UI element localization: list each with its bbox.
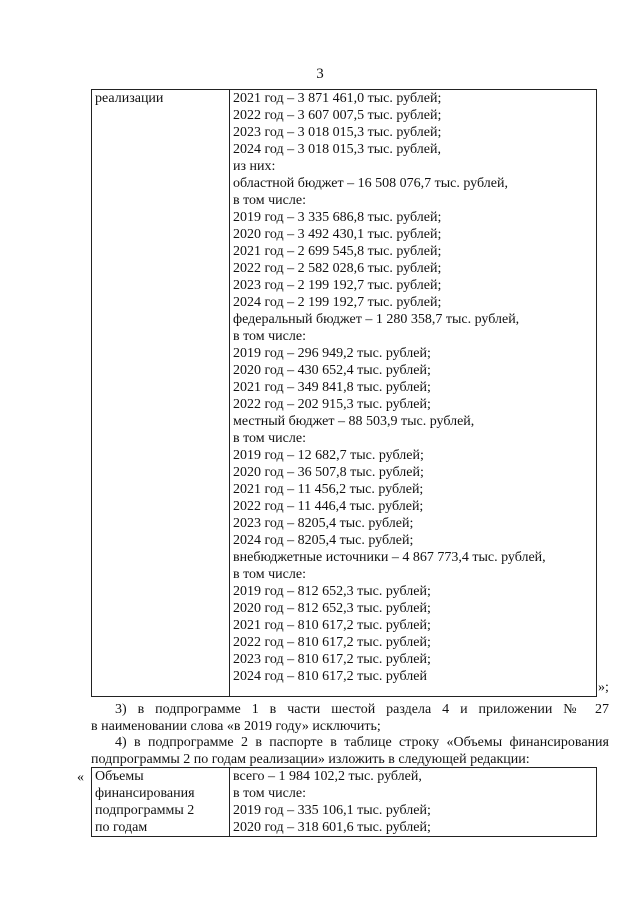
table-label-cell	[92, 768, 230, 837]
label-line: по годам	[95, 820, 148, 835]
value-line: 2022 год – 3 607 007,5 тыс. рублей;	[233, 108, 442, 123]
value-line: 2023 год – 8205,4 тыс. рублей;	[233, 516, 414, 531]
value-line: местный бюджет – 88 503,9 тыс. рублей,	[233, 414, 475, 429]
value-line: 2020 год – 36 507,8 тыс. рублей;	[233, 465, 424, 480]
value-line: 2020 год – 430 652,4 тыс. рублей;	[233, 363, 431, 378]
value-line: 2021 год – 349 841,8 тыс. рублей;	[233, 380, 431, 395]
label-line: Объемы	[95, 769, 144, 784]
table-row	[92, 90, 597, 697]
value-line: в том числе:	[233, 567, 306, 582]
paragraph-3-line-2: в наименовании слова «в 2019 году» исключить;	[91, 719, 381, 734]
label-line: реализации	[95, 91, 164, 106]
value-line: 2024 год – 3 018 015,3 тыс. рублей,	[233, 142, 441, 157]
value-line: 2019 год – 296 949,2 тыс. рублей;	[233, 346, 431, 361]
value-line: 2020 год – 3 492 430,1 тыс. рублей;	[233, 227, 442, 242]
opening-quote: «	[77, 770, 84, 785]
value-line: 2019 год – 335 106,1 тыс. рублей;	[233, 803, 431, 818]
closing-quote: »;	[598, 680, 609, 695]
value-line: 2020 год – 812 652,3 тыс. рублей;	[233, 601, 431, 616]
value-line: 2023 год – 3 018 015,3 тыс. рублей;	[233, 125, 442, 140]
value-line: в том числе:	[233, 786, 306, 801]
value-line: в том числе:	[233, 329, 306, 344]
value-line: 2022 год – 2 582 028,6 тыс. рублей;	[233, 261, 442, 276]
value-line: областной бюджет – 16 508 076,7 тыс. рублей,	[233, 176, 508, 191]
value-line: 2021 год – 810 617,2 тыс. рублей;	[233, 618, 431, 633]
value-line: 2023 год – 2 199 192,7 тыс. рублей;	[233, 278, 442, 293]
value-line: в том числе:	[233, 431, 306, 446]
value-line: 2024 год – 8205,4 тыс. рублей;	[233, 533, 414, 548]
value-line: 2021 год – 3 871 461,0 тыс. рублей;	[233, 91, 442, 106]
value-line: из них:	[233, 159, 276, 174]
value-line: 2019 год – 812 652,3 тыс. рублей;	[233, 584, 431, 599]
page-number: 3	[316, 66, 324, 82]
table-row	[92, 768, 597, 837]
value-line: 2021 год – 11 456,2 тыс. рублей;	[233, 482, 424, 497]
value-line: 2022 год – 810 617,2 тыс. рублей;	[233, 635, 431, 650]
value-line: 2022 год – 202 915,3 тыс. рублей;	[233, 397, 431, 412]
value-line: 2023 год – 810 617,2 тыс. рублей;	[233, 652, 431, 667]
table-label-cell	[92, 90, 230, 697]
value-line: 2021 год – 2 699 545,8 тыс. рублей;	[233, 244, 442, 259]
value-line: 2024 год – 810 617,2 тыс. рублей	[233, 669, 427, 684]
value-line: всего – 1 984 102,2 тыс. рублей,	[233, 769, 422, 784]
value-line: 2019 год – 3 335 686,8 тыс. рублей;	[233, 210, 442, 225]
value-line: 2019 год – 12 682,7 тыс. рублей;	[233, 448, 424, 463]
label-line: подпрограммы 2	[95, 803, 195, 818]
value-line: федеральный бюджет – 1 280 358,7 тыс. рублей,	[233, 312, 520, 327]
value-line: 2022 год – 11 446,4 тыс. рублей;	[233, 499, 424, 514]
table-value-cell	[230, 768, 597, 837]
value-line: 2024 год – 2 199 192,7 тыс. рублей;	[233, 295, 442, 310]
funding-table-continued	[91, 89, 597, 697]
value-line: 2020 год – 318 601,6 тыс. рублей;	[233, 820, 431, 835]
funding-table-subprogram-2	[91, 767, 597, 837]
paragraph-4-line-1: 4) в подпрограмме 2 в паспорте в таблице строку «Объемы финансирования	[115, 735, 609, 750]
label-line: финансирования	[95, 786, 195, 801]
value-line: внебюджетные источники – 4 867 773,4 тыс. рублей,	[233, 550, 546, 565]
table-value-cell	[230, 90, 597, 697]
paragraph-4-line-2: подпрограммы 2 по годам реализации» изложить в следующей редакции:	[91, 752, 530, 767]
value-line: в том числе:	[233, 193, 306, 208]
paragraph-3-line-1: 3) в подпрограмме 1 в части шестой раздела 4 и приложении № 27	[115, 702, 609, 717]
